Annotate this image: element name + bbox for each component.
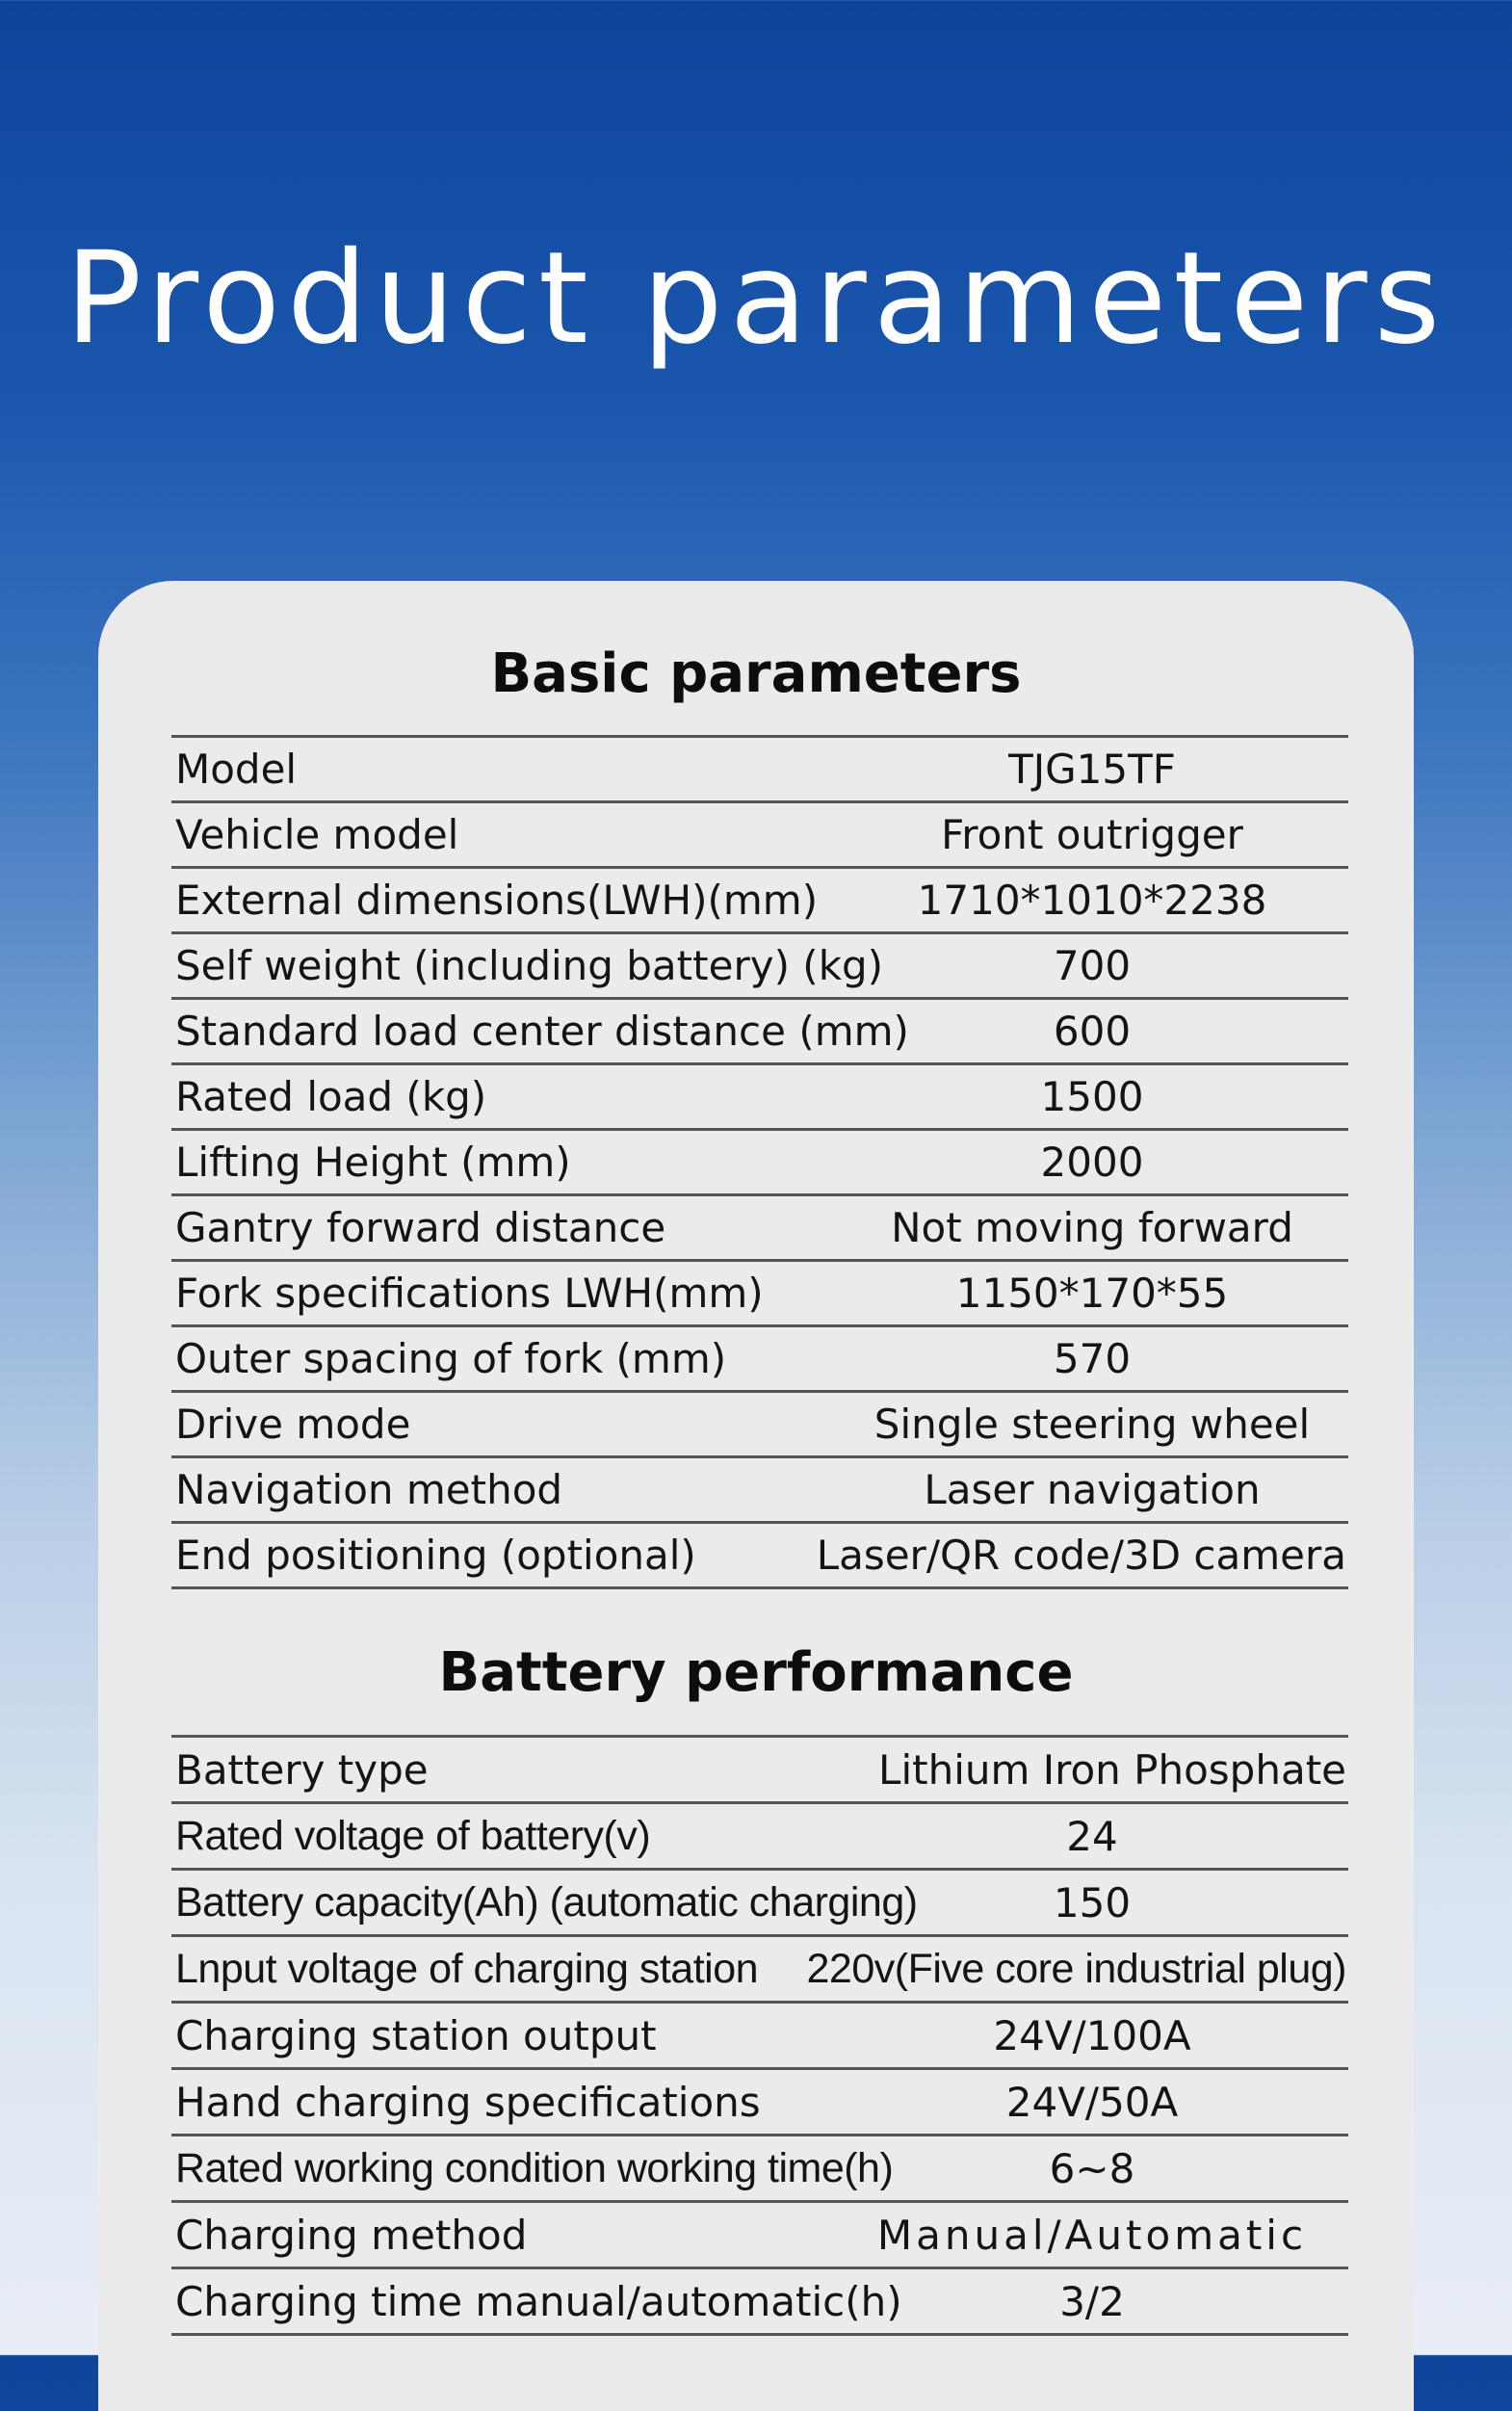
param-label: Outer spacing of fork (mm) [175,1335,727,1382]
param-value: 700 [1053,942,1132,989]
param-label: Gantry forward distance [175,1204,666,1251]
table-row [171,1393,1348,1458]
param-label: Drive mode [175,1401,411,1448]
param-label: Battery type [175,1745,429,1794]
param-value: Lithium Iron Phosphate [878,1745,1346,1794]
param-label: Self weight (including battery) (kg) [175,942,884,989]
param-label: External dimensions(LWH)(mm) [175,877,819,924]
param-value: Not moving forward [891,1204,1293,1251]
parameters-card [98,581,1414,2411]
param-label: Navigation method [175,1466,563,1513]
param-label: Charging method [175,2211,528,2259]
param-value: 2000 [1040,1139,1144,1186]
table-row [171,803,1348,869]
param-value: TJG15TF [1008,746,1176,793]
param-value: 24V/100A [993,2011,1191,2059]
param-value: 6~8 [1049,2144,1135,2192]
param-label: Vehicle model [175,811,459,858]
table-row [171,1327,1348,1393]
param-value: Manual/Automatic [876,2211,1308,2259]
table-row [171,2004,1348,2070]
param-value: 150 [1053,1878,1132,1926]
param-value: 24V/50A [1005,2078,1179,2126]
param-value: Laser navigation [924,1466,1261,1513]
param-value: 570 [1053,1335,1132,1382]
param-value: Laser/QR code/3D camera [816,1532,1346,1579]
basic-parameters-heading: Basic parameters [490,642,1022,705]
table-row [171,738,1348,803]
param-label: Charging station output [175,2011,657,2059]
table-row [171,869,1348,934]
param-value: 220v(Five core industrial plug) [806,1945,1346,1992]
battery-performance-table [171,1735,1348,2336]
basic-parameters-table [171,735,1348,1589]
param-value: Single steering wheel [873,1401,1311,1448]
param-value: 1150*170*55 [955,1270,1229,1317]
table-row [171,1065,1348,1131]
param-label: Lifting Height (mm) [175,1139,571,1186]
param-label: Standard load center distance (mm) [175,1008,909,1055]
table-row [171,2203,1348,2269]
table-row [171,1738,1348,1804]
param-value: 1710*1010*2238 [917,877,1267,924]
table-row [171,1937,1348,2004]
param-value: 600 [1053,1008,1132,1055]
table-row [171,1196,1348,1262]
param-label: Charging time manual/automatic(h) [175,2277,902,2325]
table-row [171,2136,1348,2203]
table-row [171,2269,1348,2336]
table-row [171,1131,1348,1196]
param-value: Front outrigger [941,811,1243,858]
param-label: Battery capacity(Ah) (automatic charging) [175,1878,918,1926]
param-label: End positioning (optional) [175,1532,696,1579]
param-label: Hand charging specifications [175,2078,761,2126]
param-label: Lnput voltage of charging station [175,1945,759,1992]
table-row [171,2070,1348,2136]
param-value: 1500 [1040,1073,1144,1120]
param-value: 3/2 [1059,2277,1125,2325]
param-label: Model [175,746,298,793]
table-row [171,1524,1348,1589]
param-label: Rated working condition working time(h) [175,2144,894,2191]
param-value: 24 [1066,1812,1118,1860]
param-label: Rated load (kg) [175,1073,487,1120]
table-row [171,1804,1348,1871]
table-row [171,1458,1348,1524]
table-row [171,1000,1348,1065]
table-row [171,1262,1348,1327]
param-label: Rated voltage of battery(v) [175,1812,651,1859]
table-row [171,1871,1348,1937]
battery-performance-heading: Battery performance [438,1641,1074,1704]
param-label: Fork specifications LWH(mm) [175,1270,764,1317]
table-row [171,934,1348,1000]
page-title: Product parameters [65,224,1447,373]
